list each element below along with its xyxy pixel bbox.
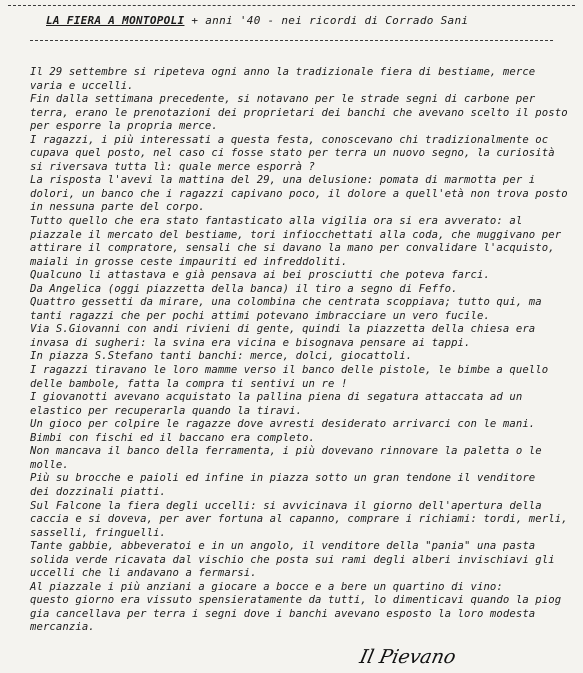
text-line: Non mancava il banco della ferramenta, i più dovevano rinnovare la paletta o le <box>30 445 542 458</box>
text-line: Al piazzale i più anziani a giocare a bocce e a bere un quartino di vino: <box>30 580 503 593</box>
text-line: dei dozzinali piatti. <box>30 485 167 498</box>
text-line: I ragazzi, i più interessati a questa festa, conoscevano chi tradizionalmente oc <box>30 133 549 146</box>
text-line: per esporre la propria merce. <box>30 120 218 133</box>
header <box>46 14 468 27</box>
text-line: maiali in grosse ceste impauriti ed infreddoliti. <box>30 255 348 268</box>
text-line: si riversava tutta lì: quale merce esporrà ? <box>30 160 316 173</box>
text-line: Qualcuno li attastava e già pensava ai bei prosciutti che poteva farci. <box>30 269 490 282</box>
text-line: Tutto quello che era stato fantasticato alla vigilia ora si era avverato: al <box>30 215 523 228</box>
top-dashed-rule <box>8 5 575 6</box>
text-line: dolori, un banco che i ragazzi capivano poco, il dolore a quell'età non trova posto <box>30 187 568 200</box>
text-line: tanti ragazzi che per pochi attimi potevano imbracciare un vero fucile. <box>30 309 490 322</box>
text-line: sasselli, fringuelli. <box>30 526 167 539</box>
header-dashed-rule <box>30 40 553 41</box>
text-line: elastico per recuperarla quando la tiravi. <box>30 404 303 417</box>
text-line: solida verde ricavata dal vischio che posta sui rami degli alberi invischiavi gli <box>30 553 555 566</box>
text-line: varia e uccelli. <box>30 79 134 92</box>
text-line: molle. <box>30 458 69 471</box>
text-line: Il 29 settembre si ripeteva ogni anno la tradizionale fiera di bestiame, merce <box>30 66 536 78</box>
document-subtitle: + anni '40 - nei ricordi di Corrado Sani <box>191 14 469 27</box>
text-line: questo giorno era vissuto spensieratamente da tutti, lo dimenticavi quando la piog <box>30 594 562 607</box>
text-line: Quattro gessetti da mirare, una colombina che centrata scoppiava; tutto qui, ma <box>30 296 542 309</box>
text-line: gia cancellava per terra i segni dove i banchi avevano esposto la loro modesta <box>30 607 536 620</box>
text-line: terra, erano le prenotazioni dei proprietari dei banchi che avevano scelto il posto <box>30 106 568 119</box>
text-line: Tante gabbie, abbeveratoi e in un angolo, il venditore della "pania" una pasta <box>30 540 536 553</box>
text-line: Fin dalla settimana precedente, si notavano per le strade segni di carbone per <box>30 93 536 106</box>
signature: Il Pievano <box>357 646 458 668</box>
text-line: invasa di sugheri: la svina era vicina e bisognava pensare ai tappi. <box>30 336 471 349</box>
text-line: La risposta l'avevi la mattina del 29, una delusione: pomata di marmotta per i <box>30 174 536 187</box>
text-line: I ragazzi tiravano le loro mamme verso il banco delle pistole, le bimbe a quello <box>30 364 549 377</box>
text-line: Via S.Giovanni con andi rivieni di gente, quindi la piazzetta della chiesa era <box>30 323 536 336</box>
text-line: I giovanotti avevano acquistato la pallina piena di segatura attaccata ad un <box>30 391 523 404</box>
text-line: Un gioco per colpire le ragazze dove avresti desiderato arrivarci con le mani. <box>30 418 536 431</box>
text-line: In piazza S.Stefano tanti banchi: merce, dolci, giocattoli. <box>30 350 413 363</box>
text-line: Sul Falcone la fiera degli uccelli: si avvicinava il giorno dell'apertura della <box>30 499 542 512</box>
text-line: delle bambole, fatta la compra ti sentivi un re ! <box>30 377 348 390</box>
text-line: caccia e si doveva, per aver fortuna al capanno, comprare i richiami: tordi, merli, <box>30 513 568 526</box>
text-line: Bimbi con fischi ed il baccano era completo. <box>30 431 316 444</box>
text-line: Da Angelica (oggi piazzetta della banca) il tiro a segno di Feffo. <box>30 282 458 295</box>
text-line: cupava quel posto, nel caso ci fosse stato per terra un nuovo segno, la curiosità <box>30 147 555 160</box>
text-line: Più su brocche e paioli ed infine in piazza sotto un gran tendone il venditore <box>30 472 536 485</box>
text-line: piazzale il mercato del bestiame, tori infiocchettati alla coda, che muggivano per <box>30 228 562 241</box>
document-body <box>30 66 570 635</box>
text-line: mercanzia. <box>30 621 95 634</box>
document-title: LA FIERA A MONTOPOLI <box>46 14 185 27</box>
text-line: uccelli che li andavano a fermarsi. <box>30 567 257 580</box>
text-line: attirare il compratore, sensali che si davano la mano per convalidare l'acquisto, <box>30 242 555 255</box>
text-line: in nessuna parte del corpo. <box>30 201 205 214</box>
